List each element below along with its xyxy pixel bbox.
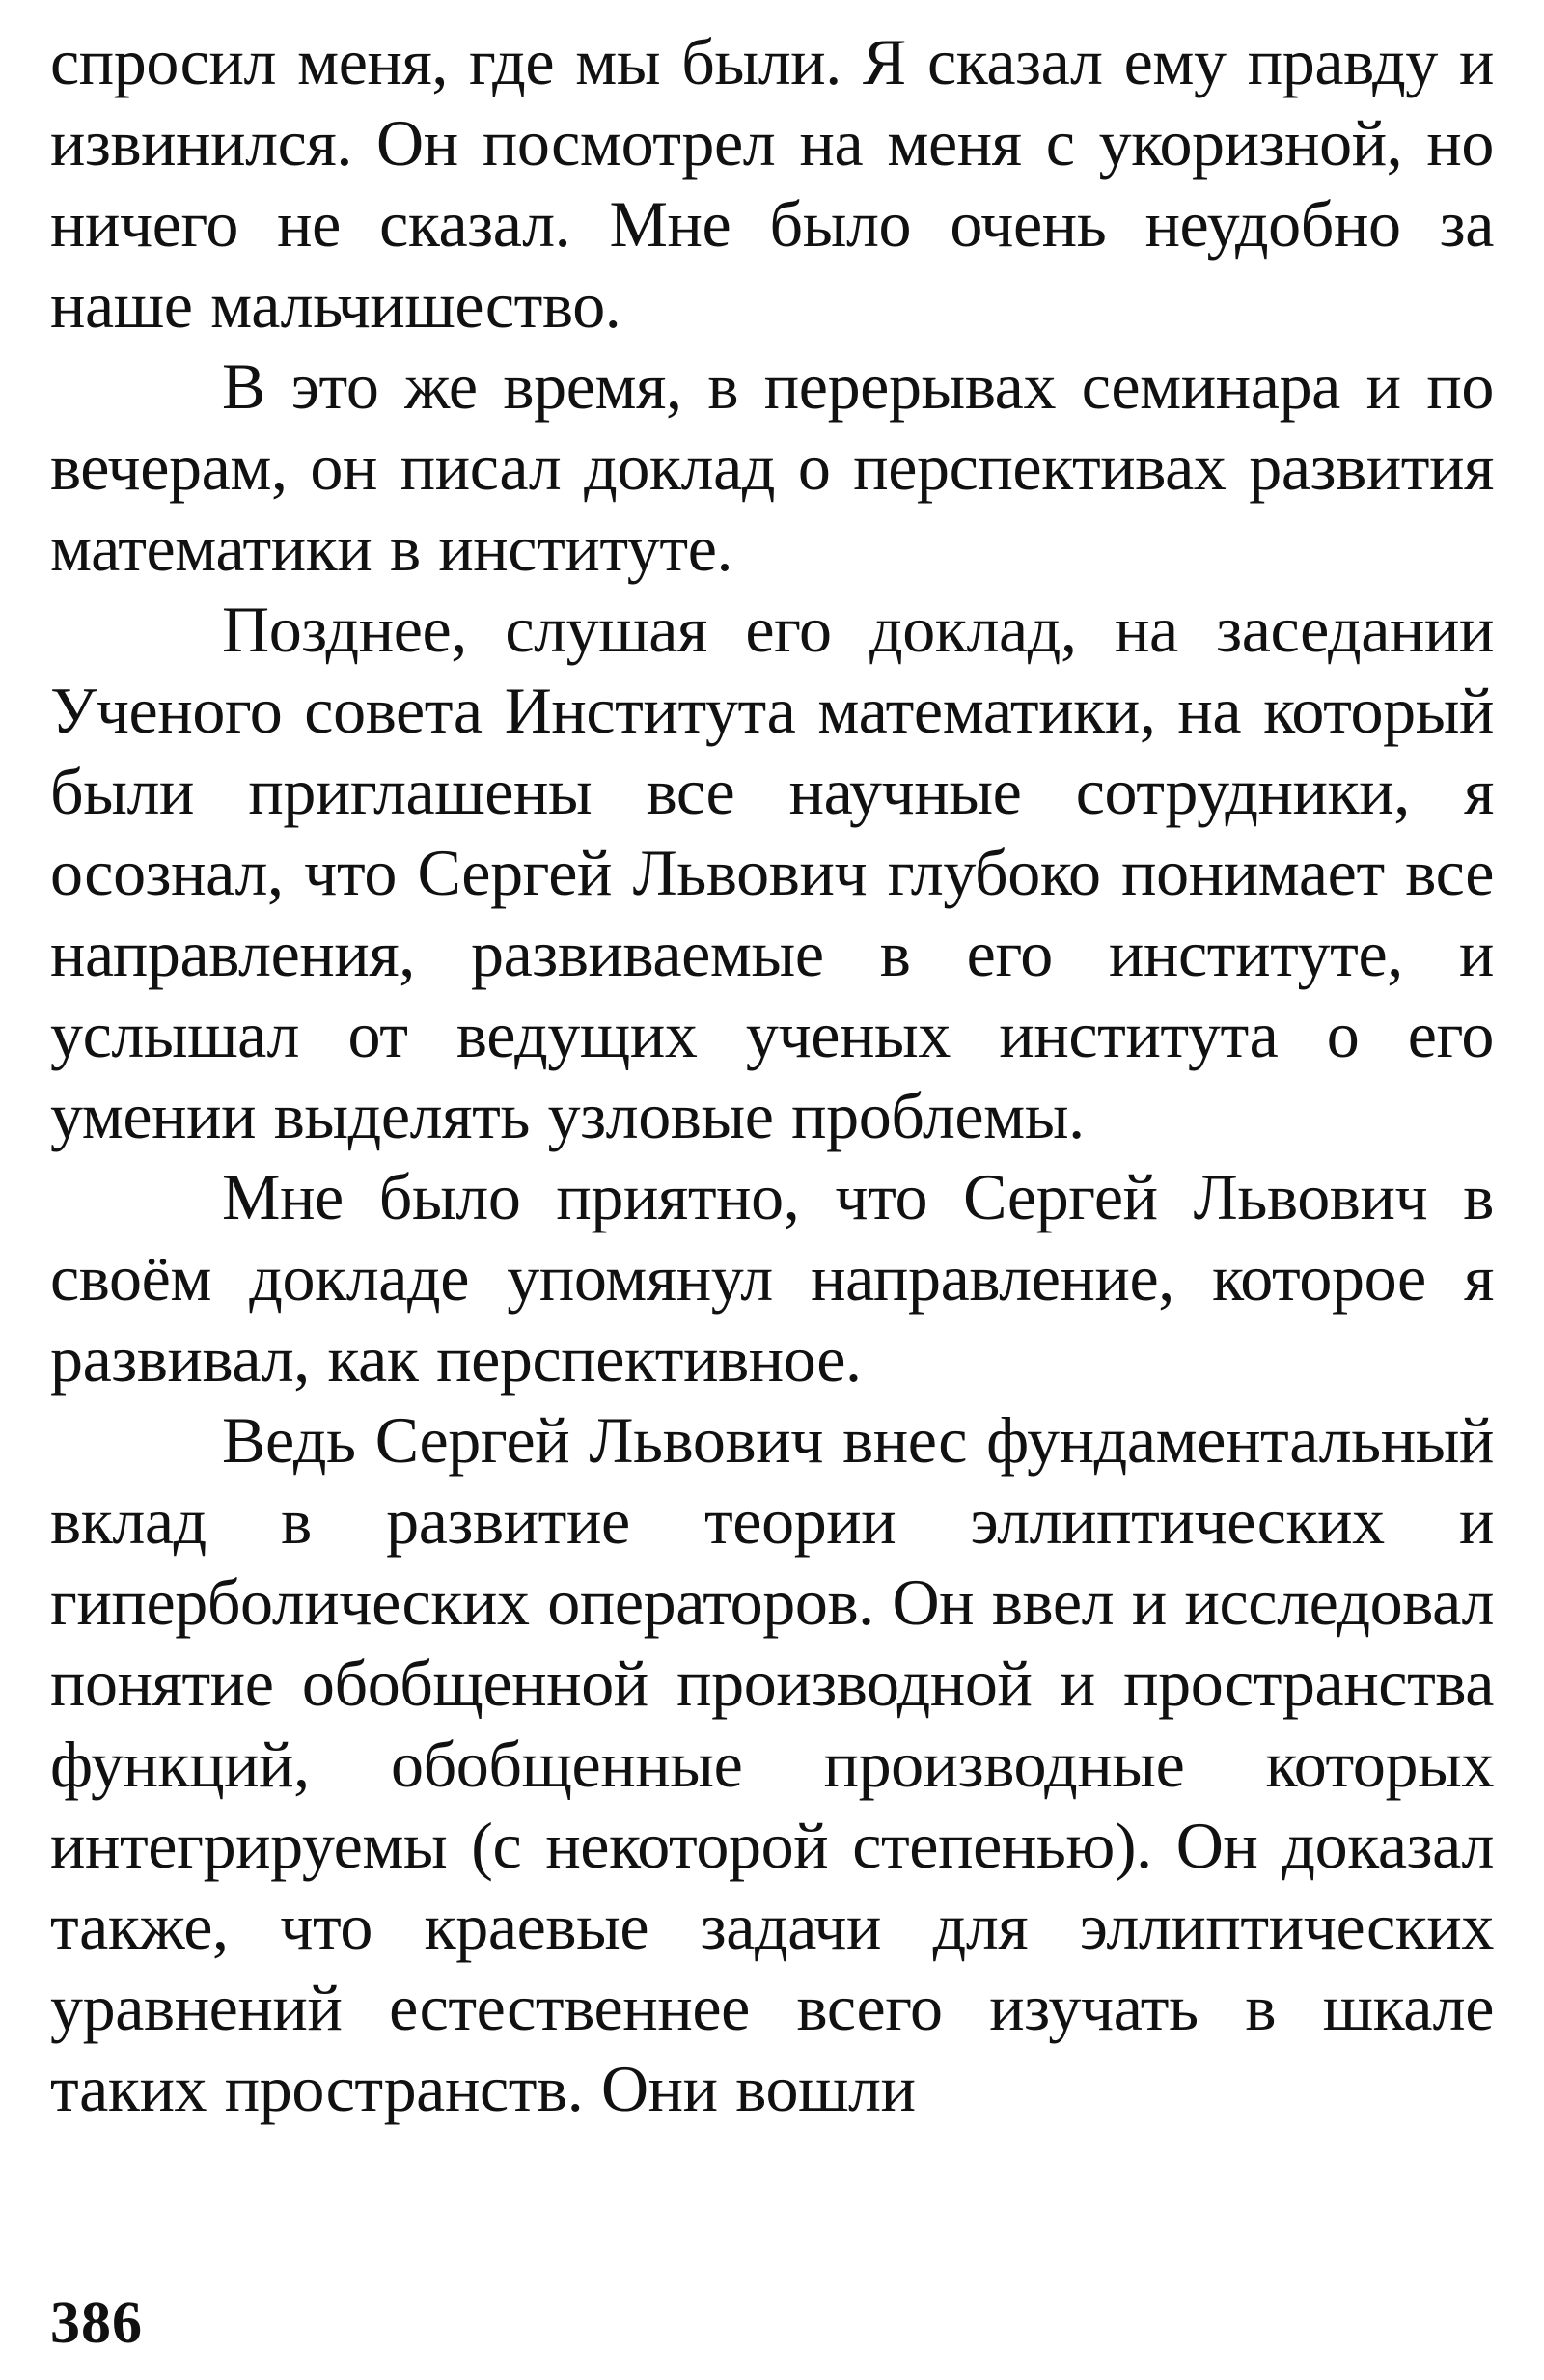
paragraph-1: спросил меня, где мы были. Я сказал ему правду и извинился. Он посмотрел на меня с укоризной, но ничего не сказал. Мне было очень неудобно за наше мальчишество. xyxy=(50,25,1494,342)
paragraph-3: Позднее, слушая его доклад, на заседании Ученого совета Института математики, на который были приглашены все научные сотрудники, я осознал, что Сергей Львович глубоко понимает все направления, развиваемые в его институте, и услышал от ведущих ученых института о его умении выделять узловые проблемы. xyxy=(50,593,1494,1152)
book-page xyxy=(50,21,1494,2129)
paragraph-2: В это же время, в перерывах семинара и по вечерам, он писал доклад о перспективах развития математики в институте. xyxy=(50,349,1494,585)
paragraph-4: Мне было приятно, что Сергей Львович в своём докладе упомянул направление, которое я развивал, как перспективное. xyxy=(50,1160,1494,1396)
paragraph-5: Ведь Сергей Львович внес фундаментальный вклад в развитие теории эллиптических и гиперболических операторов. Он ввел и исследовал понятие обобщенной производной и пространства функций, обобщенные производные которых интегрируемы (с некоторой степенью). Он доказал также, что краевые задачи для эллиптических уравнений естественнее всего изучать в шкале таких пространств. Они вошли xyxy=(50,1403,1494,2125)
page-number: 386 xyxy=(50,2290,143,2356)
